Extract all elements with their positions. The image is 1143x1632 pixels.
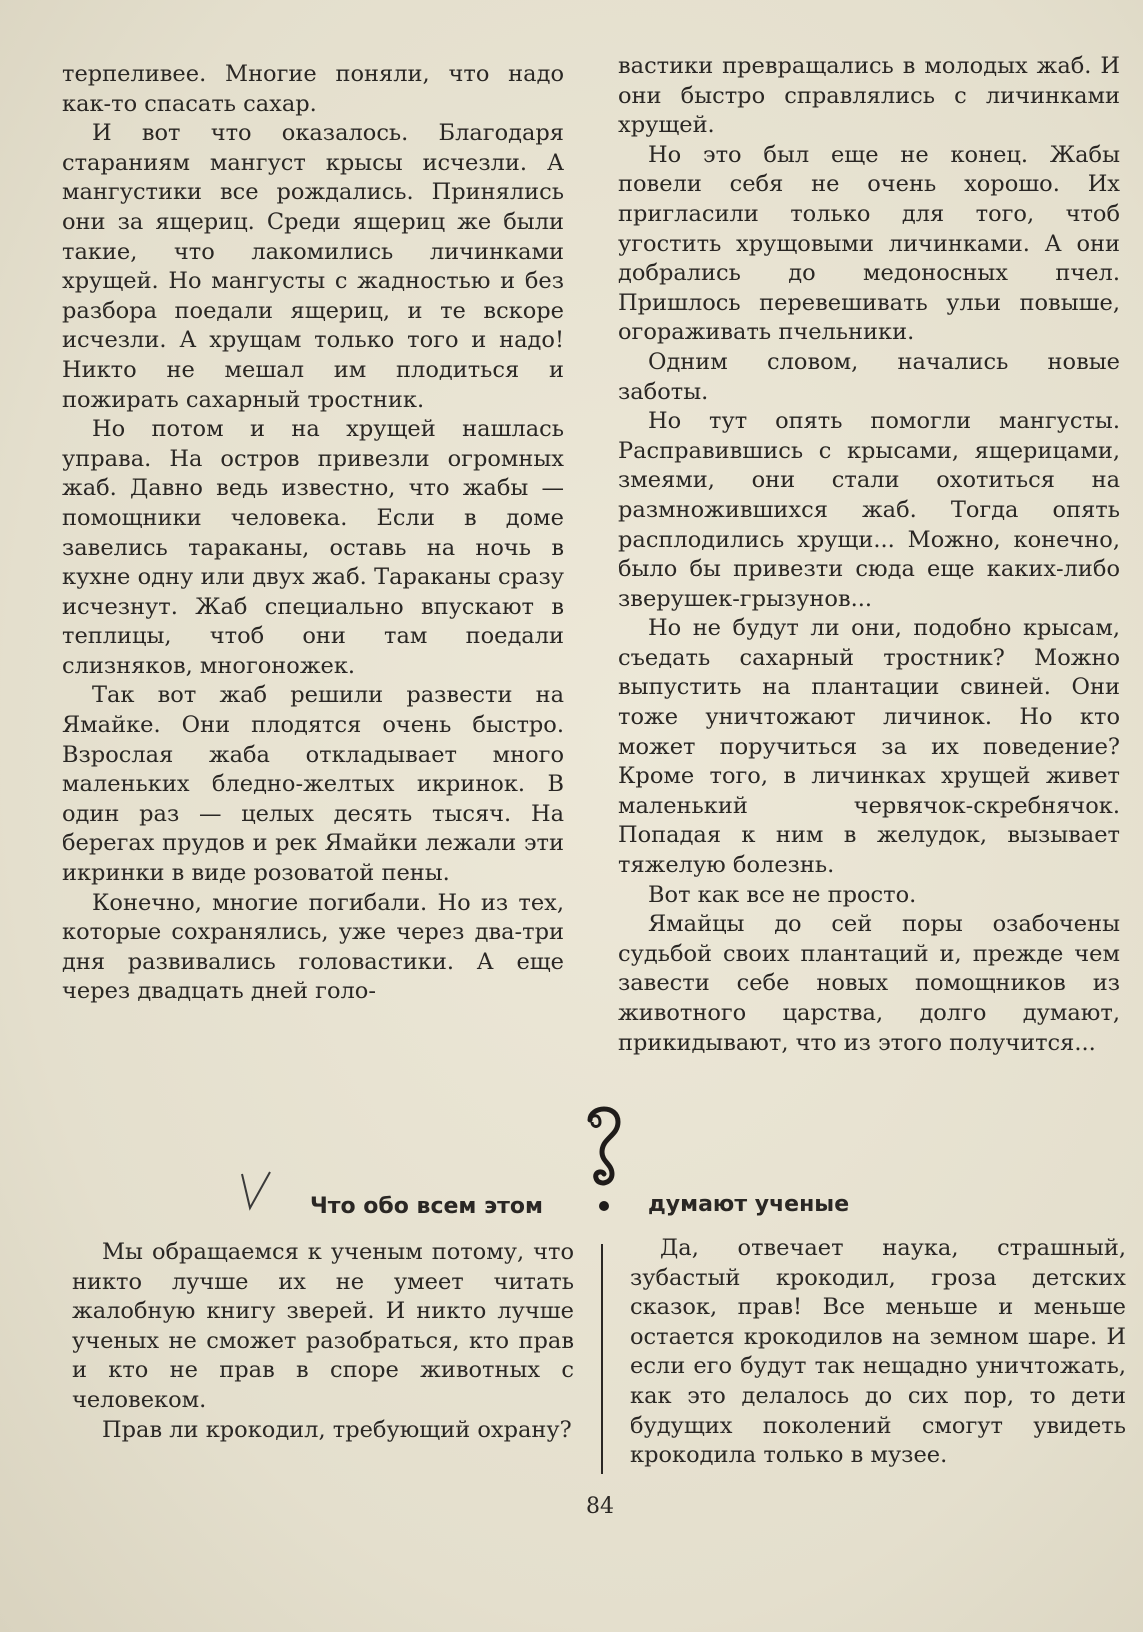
section-heading-right: думают ученые bbox=[648, 1192, 850, 1217]
text-column-top-right bbox=[618, 52, 1120, 1058]
paragraph: Так вот жаб решили развести на Ямайке. Они плодятся очень быстро. Взрослая жаба откладывает много маленьких бледно-желтых икринок. В один раз — целых десять тысяч. На берегах прудов и рек Ямайки лежали эти икринки в виде розоватой пены. bbox=[62, 682, 564, 887]
paragraph: вастики превращались в молодых жаб. И они быстро справлялись с личинками хрущей. bbox=[618, 53, 1120, 139]
paragraph: Конечно, многие погибали. Но из тех, которые сохранялись, уже через два-три дня развивались головастики. А еще через двадцать дней голо- bbox=[62, 889, 564, 1005]
paragraph: Ямайцы до сей поры озабочены судьбой своих плантаций и, прежде чем завести себе новых помощников из животного царства, долго думают, прикидывают, что из этого получится... bbox=[618, 911, 1120, 1056]
paragraph: Прав ли крокодил, требующий охрану? bbox=[102, 1416, 572, 1443]
page-number: 84 bbox=[586, 1494, 614, 1519]
paragraph: Но не будут ли они, подобно крысам, съедать сахарный тростник? Можно выпустить на плантации свиней. Они тоже уничтожают личинок. Но кто может поручиться за их поведение? Кроме того, в личинках хрущей живет маленький червячок-скребнячок. Попадая к ним в желудок, вызывает тяжелую болезнь. bbox=[618, 615, 1120, 879]
text-column-bottom-left bbox=[72, 1238, 574, 1445]
paragraph: Одним словом, начались новые заботы. bbox=[618, 348, 1120, 405]
paragraph: Вот как все не просто. bbox=[648, 881, 917, 908]
text-column-bottom-right bbox=[630, 1234, 1126, 1471]
section-heading-left: Что обо всем этом bbox=[310, 1194, 543, 1219]
paragraph: Но тут опять помогли мангусты. Расправившись с крысами, ящерицами, змеями, они стали охотиться на размножившихся жаб. Тогда опять расплодились хрущи... Можно, конечно, было бы привезти сюда еще каких-либо зверушек-грызунов... bbox=[618, 408, 1120, 612]
question-mark-ornament-icon bbox=[578, 1100, 628, 1220]
paragraph: Но потом и на хрущей нашлась управа. На остров привезли огромных жаб. Давно ведь известно, что жабы — помощники человека. Если в доме завелись тараканы, оставь на ночь в кухне одну или двух жаб. Тараканы сразу исчезнут. Жаб специально впускают в теплицы, чтоб они там поедали слизняков, многоножек. bbox=[62, 416, 564, 679]
check-mark-icon bbox=[236, 1168, 276, 1214]
paragraph: И вот что оказалось. Благодаря стараниям мангуст крысы исчезли. А мангустики все рождались. Принялись они за ящериц. Среди ящериц же были такие, что лакомились личинками хрущей. Но мангусты с жадностью и без разбора поедали ящериц, и те вскоре исчезли. А хрущам только того и надо! Никто не мешал им плодиться и пожирать сахарный тростник. bbox=[62, 120, 564, 413]
column-divider bbox=[601, 1244, 603, 1474]
text-column-top-left bbox=[62, 60, 564, 1007]
paragraph: Мы обращаемся к ученым потому, что никто лучше их не умеет читать жалобную книгу зверей. И никто лучше ученых не сможет разобраться, кто прав и кто не прав в споре животных с человеком. bbox=[72, 1239, 574, 1413]
paragraph: Да, отвечает наука, страшный, зубастый крокодил, гроза детских сказок, прав! Все меньше и меньше остается крокодилов на земном шаре. И если его будут так нещадно уничтожать, как это делалось до сих пор, то дети будущих поколений смогут увидеть крокодила только в музее. bbox=[630, 1235, 1126, 1469]
paragraph: Но это был еще не конец. Жабы повели себя не очень хорошо. Их пригласили только для того, чтоб угостить хрущовыми личинками. А они добрались до медоносных пчел. Пришлось перевешивать ульи повыше, огораживать пчельники. bbox=[618, 141, 1120, 346]
paragraph: терпеливее. Многие поняли, что надо как-то спасать сахар. bbox=[62, 61, 564, 117]
